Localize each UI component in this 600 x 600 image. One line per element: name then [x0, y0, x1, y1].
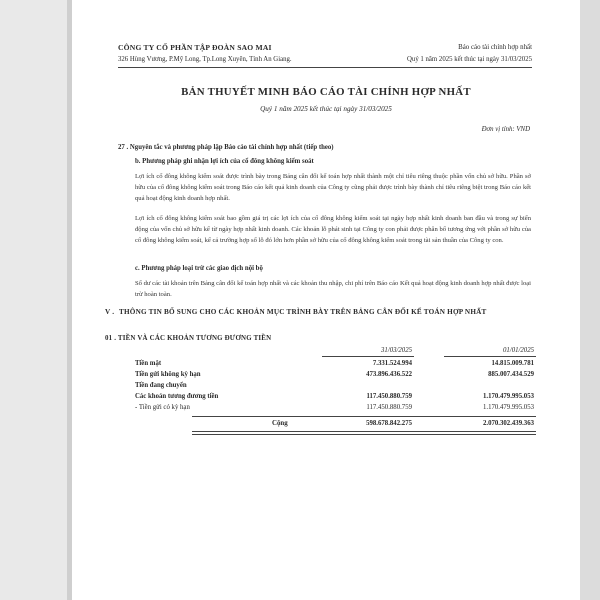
paragraph: Lợi ích cổ đông không kiểm soát bao gồm giá trị các lợi ích của cổ đông không kiểm soát tại ngày hợp nhất kinh doanh ban đầu và trong sự biến động của vốn chủ sở hữu kể từ ngày hợp nhất kinh doanh. Các khoản lỗ phát sinh tại Công ty con phải được phân bổ tương ứng với phần sở hữu của cổ đông không kiểm soát, kể cả trường hợp số lỗ đó lớn hơn phần sở hữu của cổ đông không kiểm soát trong tài sản thuần của Công ty con.	[135, 215, 531, 244]
viewer-right-margin	[580, 0, 600, 600]
total-current: 598.678.842.275	[366, 420, 412, 427]
table-cell-prior: 1.170.479.995.053	[483, 404, 534, 411]
subsection-c-heading: c. Phương pháp loại trừ các giao dịch nội bộ	[135, 265, 263, 272]
table-cell-current: 117.450.880.759	[366, 393, 412, 400]
report-title: Báo cáo tài chính hợp nhất	[458, 44, 532, 51]
document-page	[72, 0, 580, 600]
currency-unit: Đơn vị tính: VND	[481, 126, 530, 133]
note-01-heading: 01 . TIỀN VÀ CÁC KHOẢN TƯƠNG ĐƯƠNG TIỀN	[105, 335, 272, 342]
report-period: Quý 1 năm 2025 kết thúc tại ngày 31/03/2025	[407, 56, 532, 63]
total-double-underline	[192, 431, 536, 435]
section-v-title: THÔNG TIN BỔ SUNG CHO CÁC KHOẢN MỤC TRÌNH BÀY TRÊN BẢNG CÂN ĐỐI KẾ TOÁN HỢP NHẤT	[119, 308, 487, 316]
subsection-b-heading: b. Phương pháp ghi nhận lợi ích của cổ đông không kiểm soát	[135, 158, 314, 165]
section-27-heading: 27 . Nguyên tắc và phương pháp lập Báo cáo tài chính hợp nhất (tiếp theo)	[118, 144, 334, 151]
column-underline	[444, 356, 536, 357]
table-row-label: - Tiền gửi có kỳ hạn	[135, 404, 190, 411]
table-cell-prior: 14.815.009.781	[491, 360, 534, 367]
total-divider	[192, 416, 536, 417]
table-cell-current: 7.331.524.994	[372, 360, 412, 367]
paragraph: Lợi ích cổ đông không kiểm soát được trình bày trong Bảng cân đối kế toán hợp nhất thành một chỉ tiêu riêng thuộc phần vốn chủ sở hữu. Phần sở hữu của cổ đông không kiểm soát trong Báo cáo kết quả kinh doanh của Công ty cũng phải được trình bày thành chỉ tiêu riêng biệt trong Báo cáo kết quả hoạt động kinh doanh hợp nhất.	[135, 173, 531, 202]
table-cell-current: 117.450.880.759	[366, 404, 412, 411]
document-subtitle: Quý 1 năm 2025 kết thúc tại ngày 31/03/2025	[260, 105, 392, 113]
document-title: BẢN THUYẾT MINH BÁO CÁO TÀI CHÍNH HỢP NHẤT	[181, 86, 471, 98]
section-v-number: V .	[105, 308, 115, 316]
table-cell-prior: 1.170.479.995.053	[483, 393, 534, 400]
paragraph: Số dư các tài khoản trên Bảng cân đối kế toán hợp nhất và các khoản thu nhập, chi phí trên Báo cáo Kết quả hoạt động kinh doanh hợp nhất được loại trừ hoàn toàn.	[135, 280, 531, 298]
table-row-label: Tiền mặt	[135, 360, 162, 367]
table-cell-prior: 885.007.434.529	[488, 371, 534, 378]
header-divider	[118, 67, 532, 68]
column-underline	[322, 356, 414, 357]
company-name: CÔNG TY CỔ PHẦN TẬP ĐOÀN SAO MAI	[118, 43, 272, 52]
total-prior: 2.070.302.439.363	[483, 420, 534, 427]
table-row-label: Tiền gửi không kỳ hạn	[135, 371, 201, 378]
table-cell-current: 473.896.436.522	[366, 371, 412, 378]
table-row-label: Các khoản tương đương tiền	[135, 393, 219, 400]
company-address: 326 Hùng Vương, P.Mỹ Long, Tp.Long Xuyên, Tỉnh An Giang.	[118, 56, 292, 63]
table-row-label: Tiền đang chuyển	[135, 382, 187, 389]
total-label: Cộng	[272, 420, 288, 427]
column-header-prior: 01/01/2025	[503, 347, 534, 354]
column-header-current: 31/03/2025	[381, 347, 412, 354]
